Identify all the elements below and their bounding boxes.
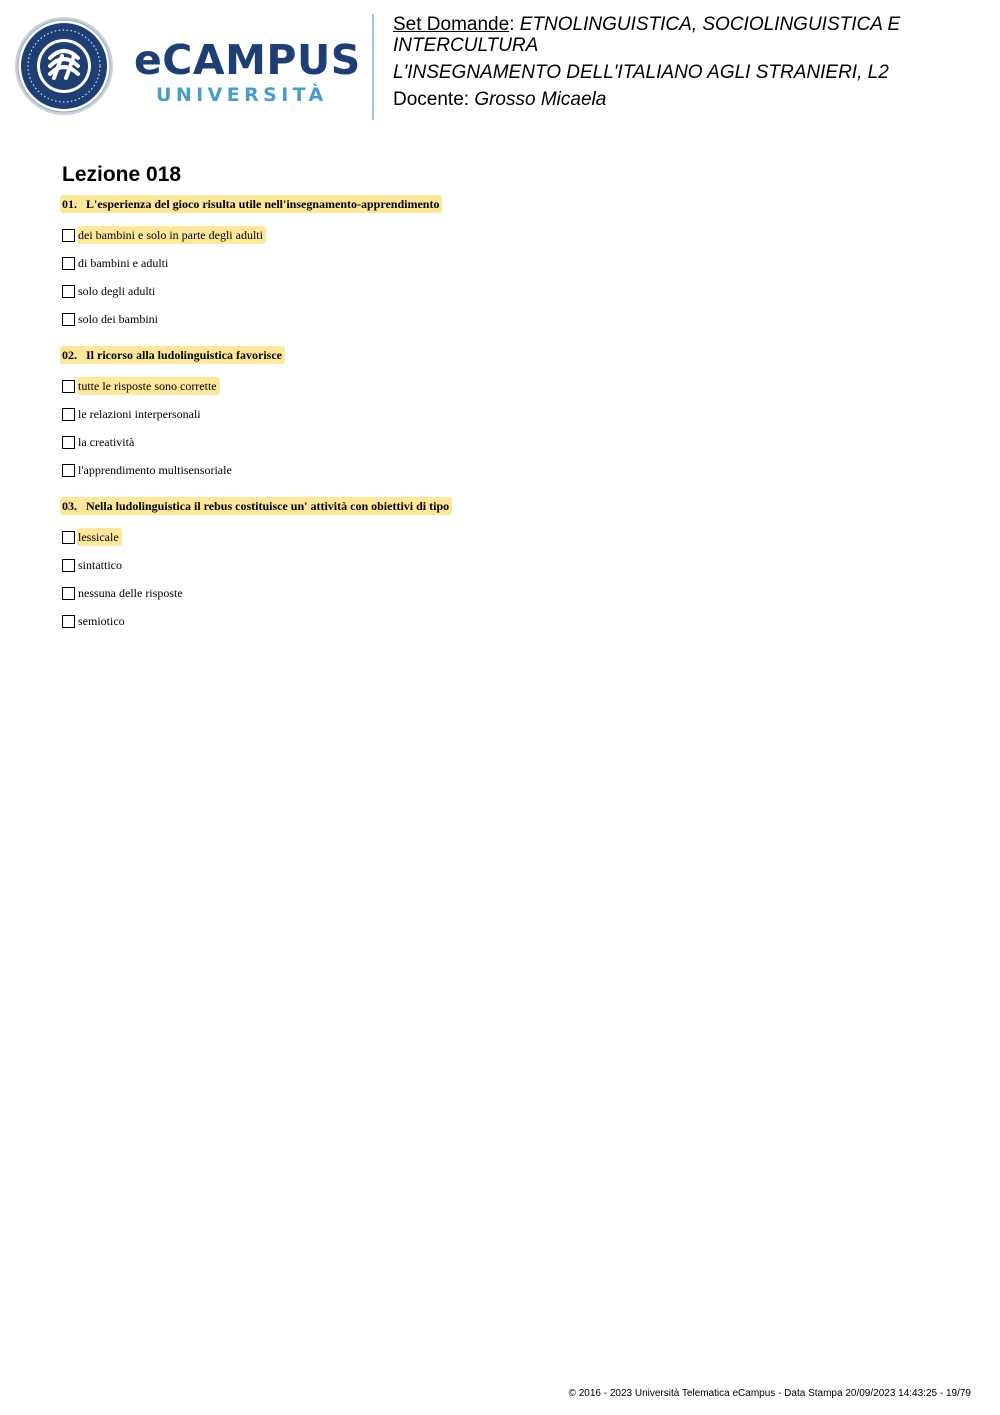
answer-checkbox[interactable] [62,285,75,298]
answer-text: solo dei bambini [78,312,158,326]
question-2 [60,346,760,484]
answer-option[interactable] [60,400,760,428]
answer-text: nessuna delle risposte [78,586,183,600]
answer-checkbox[interactable] [62,615,75,628]
answer-checkbox[interactable] [62,380,75,393]
answer-checkbox[interactable] [62,464,75,477]
lesson-title: Lezione 018 [62,163,182,186]
answer-checkbox[interactable] [62,587,75,600]
answer-text: solo degli adulti [78,284,156,298]
set-label: Set Domande [393,14,510,35]
answer-checkbox[interactable] [62,313,75,326]
teacher-label: Docente: [393,89,470,110]
question-label: Il ricorso alla ludolinguistica favorisce [86,348,282,362]
question-label: L'esperienza del gioco risulta utile nell'insegnamento-apprendimento [86,197,440,211]
answer-text: dei bambini e solo in parte degli adulti [77,226,266,244]
question-list [60,195,760,648]
question-number: 01. [62,197,77,211]
answer-checkbox[interactable] [62,408,75,421]
answer-option[interactable] [60,305,760,333]
answer-text: la creatività [78,435,135,449]
ecampus-logo [14,16,359,116]
question-text [60,497,452,515]
answer-option[interactable] [60,249,760,277]
answer-text: l'apprendimento multisensoriale [78,463,232,477]
answer-checkbox[interactable] [62,559,75,572]
answer-option[interactable] [60,551,760,579]
answer-text: le relazioni interpersonali [78,407,201,421]
question-3 [60,497,760,635]
teacher-name: Grosso Micaela [474,89,607,110]
answer-checkbox[interactable] [62,436,75,449]
answer-checkbox[interactable] [62,531,75,544]
answer-checkbox[interactable] [62,257,75,270]
logo-brand-name: eCAMPUS [134,36,361,84]
answer-option[interactable] [60,523,760,551]
set-value: ETNOLINGUISTICA, SOCIOLINGUISTICA E INTERCULTURA [393,14,901,56]
question-number: 03. [62,499,77,513]
answer-option[interactable] [60,221,760,249]
logo-brand-sub: UNIVERSITÀ [156,84,328,106]
answer-text: semiotico [78,614,125,628]
question-label: Nella ludolinguistica il rebus costituisce un' attività con obiettivi di tipo [86,499,450,513]
answer-option[interactable] [60,428,760,456]
answer-checkbox[interactable] [62,229,75,242]
answer-list [60,523,760,635]
answer-text: lessicale [77,528,122,546]
set-separator: : [509,14,515,35]
answer-text: di bambini e adulti [78,256,169,270]
answer-option[interactable] [60,607,760,635]
answer-text: tutte le risposte sono corrette [77,377,220,395]
question-text [60,195,442,213]
header-divider [372,14,374,120]
question-1 [60,195,760,333]
answer-list [60,221,760,333]
document-header [393,14,973,110]
answer-option[interactable] [60,372,760,400]
question-number: 02. [62,348,77,362]
answer-option[interactable] [60,579,760,607]
question-text [60,346,285,364]
page-footer: © 2016 - 2023 Università Telematica eCampus - Data Stampa 20/09/2023 14:43:25 - 19/79 [568,1388,971,1399]
university-seal-icon [14,16,114,116]
course-title: L'INSEGNAMENTO DELL'ITALIANO AGLI STRANIERI, L2 [393,62,889,83]
answer-text: sintattico [78,558,122,572]
answer-option[interactable] [60,456,760,484]
question-set-line [393,14,973,56]
answer-option[interactable] [60,277,760,305]
teacher-line [393,89,973,110]
logo-wordmark [134,38,361,108]
answer-list [60,372,760,484]
